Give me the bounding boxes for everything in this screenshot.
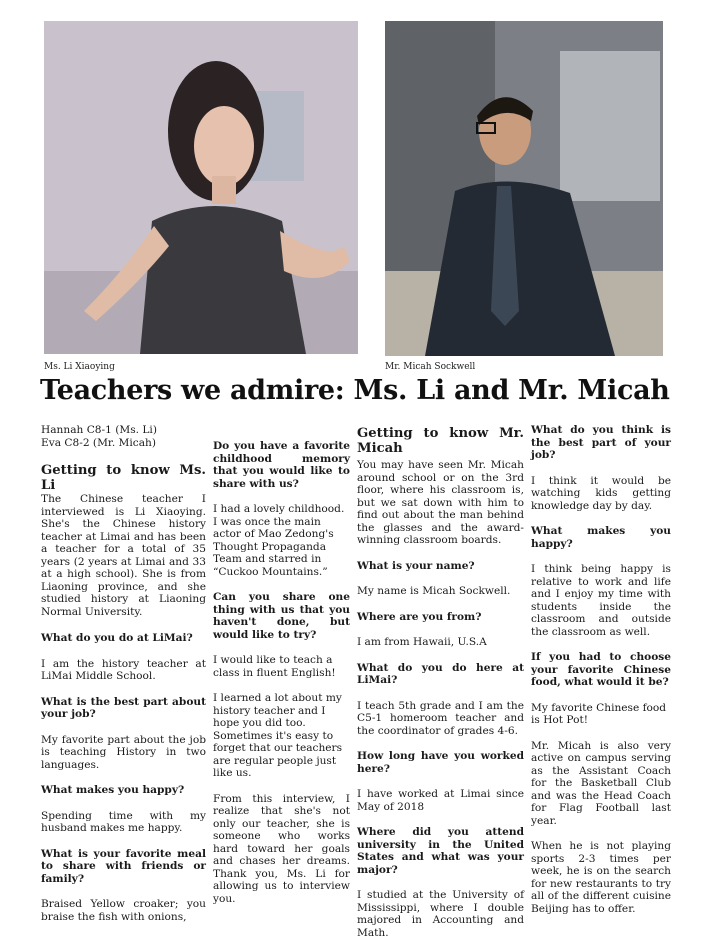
intro-paragraph: You may have seen Mr. Micah around school or on the 3rd floor, where his classroom is, but we sat down with him to find out about the man behind the glasses and the award-winning classroom boards. — [357, 459, 524, 546]
photo-ms-li — [44, 21, 358, 354]
closing-paragraph: I learned a lot about my history teacher and I hope you did too. Sometimes it's easy to forget that our teachers are regular people just like us. — [213, 692, 343, 779]
answer: I studied at the University of Mississippi, where I double majored in Accounting and Math. — [357, 889, 524, 939]
closing-paragraph: When he is not playing sports 2-3 times per week, he is on the search for new restaurants to try all of the different cuisine Beijing has to offer. — [531, 840, 671, 915]
closing-paragraph: Mr. Micah is also very active on campus serving as the Assistant Coach for the Basketball Club and was the Head Coach for Flag Football last year. — [531, 739, 671, 827]
answer: I would like to teach a class in fluent English! — [213, 654, 336, 679]
question: What do you think is the best part of your job? — [531, 424, 671, 461]
answer: I had a lovely childhood. I was once the main actor of Mao Zedong's Thought Propaganda Team and starred in “Cuckoo Mountains.” — [213, 503, 345, 578]
answer: I am from Hawaii, U.S.A — [357, 636, 487, 648]
question: What makes you happy? — [531, 525, 671, 550]
photo-caption: Ms. Li Xiaoying — [44, 362, 115, 372]
answer: I think being happy is relative to work and life and I enjoy my time with students inside the classroom and outside the classroom as well. — [531, 563, 671, 638]
question: Where did you attend university in the United States and what was your major? — [357, 826, 524, 876]
question: If you had to choose your favorite Chinese food, what would it be? — [531, 651, 671, 688]
answer: My favorite Chinese food is Hot Pot! — [531, 701, 667, 726]
headline: Teachers we admire: Ms. Li and Mr. Micah — [40, 375, 670, 406]
question: What do you do at LiMai? — [41, 632, 193, 644]
answer: My favorite part about the job is teaching History in two languages. — [41, 733, 206, 771]
article-column-1 — [41, 424, 206, 923]
answer: I have worked at Limai since May of 2018 — [357, 788, 524, 813]
article-column-2 — [213, 440, 350, 918]
question: What is your name? — [357, 559, 475, 572]
answer: My name is Micah Sockwell. — [357, 585, 511, 597]
section-heading: Getting to know Mr. Micah — [357, 426, 524, 456]
closing-paragraph: From this interview, I realize that she's not only our teacher, she is someone who works hard toward her goals and chases her dreams. Thank you, Ms. Li for allowing us to interview you. — [213, 792, 350, 905]
question: What do you do here at LiMai? — [357, 661, 524, 686]
byline: Eva C8-2 (Mr. Micah) — [41, 436, 156, 449]
answer: I teach 5th grade and I am the C5-1 homeroom teacher and the coordinator of grades 4-6. — [357, 699, 524, 737]
question: What is the best part about your job? — [41, 695, 206, 720]
question: What is your favorite meal to share with friends or family? — [41, 847, 206, 885]
section-heading: Getting to know Ms. Li — [41, 463, 206, 493]
article-column-3 — [357, 426, 524, 939]
question: How long have you worked here? — [357, 750, 524, 775]
photo-mr-micah — [385, 21, 663, 356]
question: What makes you happy? — [41, 784, 185, 796]
question: Where are you from? — [357, 610, 482, 623]
photo-caption: Mr. Micah Sockwell — [385, 362, 476, 372]
answer: I think it would be watching kids getting knowledge day by day. — [531, 474, 671, 512]
question: Can you share one thing with us that you haven't done, but would like to try? — [213, 591, 350, 641]
question: Do you have a favorite childhood memory that you would like to share with us? — [213, 440, 350, 490]
byline: Hannah C8-1 (Ms. Li) — [41, 424, 157, 436]
intro-paragraph: The Chinese teacher I interviewed is Li Xiaoying. She's the Chinese history teacher at Limai and has been a teacher for a total of 35 years (2 years at Limai and 33 at a high school). She is from Liaoning province, and she studied history at Liaoning Normal University. — [41, 493, 206, 618]
answer: Braised Yellow croaker; you braise the fish with onions, — [41, 898, 206, 923]
answer: I am the history teacher at LiMai Middle School. — [41, 657, 206, 682]
answer: Spending time with my husband makes me happy. — [41, 809, 206, 834]
article-column-4 — [531, 424, 671, 915]
